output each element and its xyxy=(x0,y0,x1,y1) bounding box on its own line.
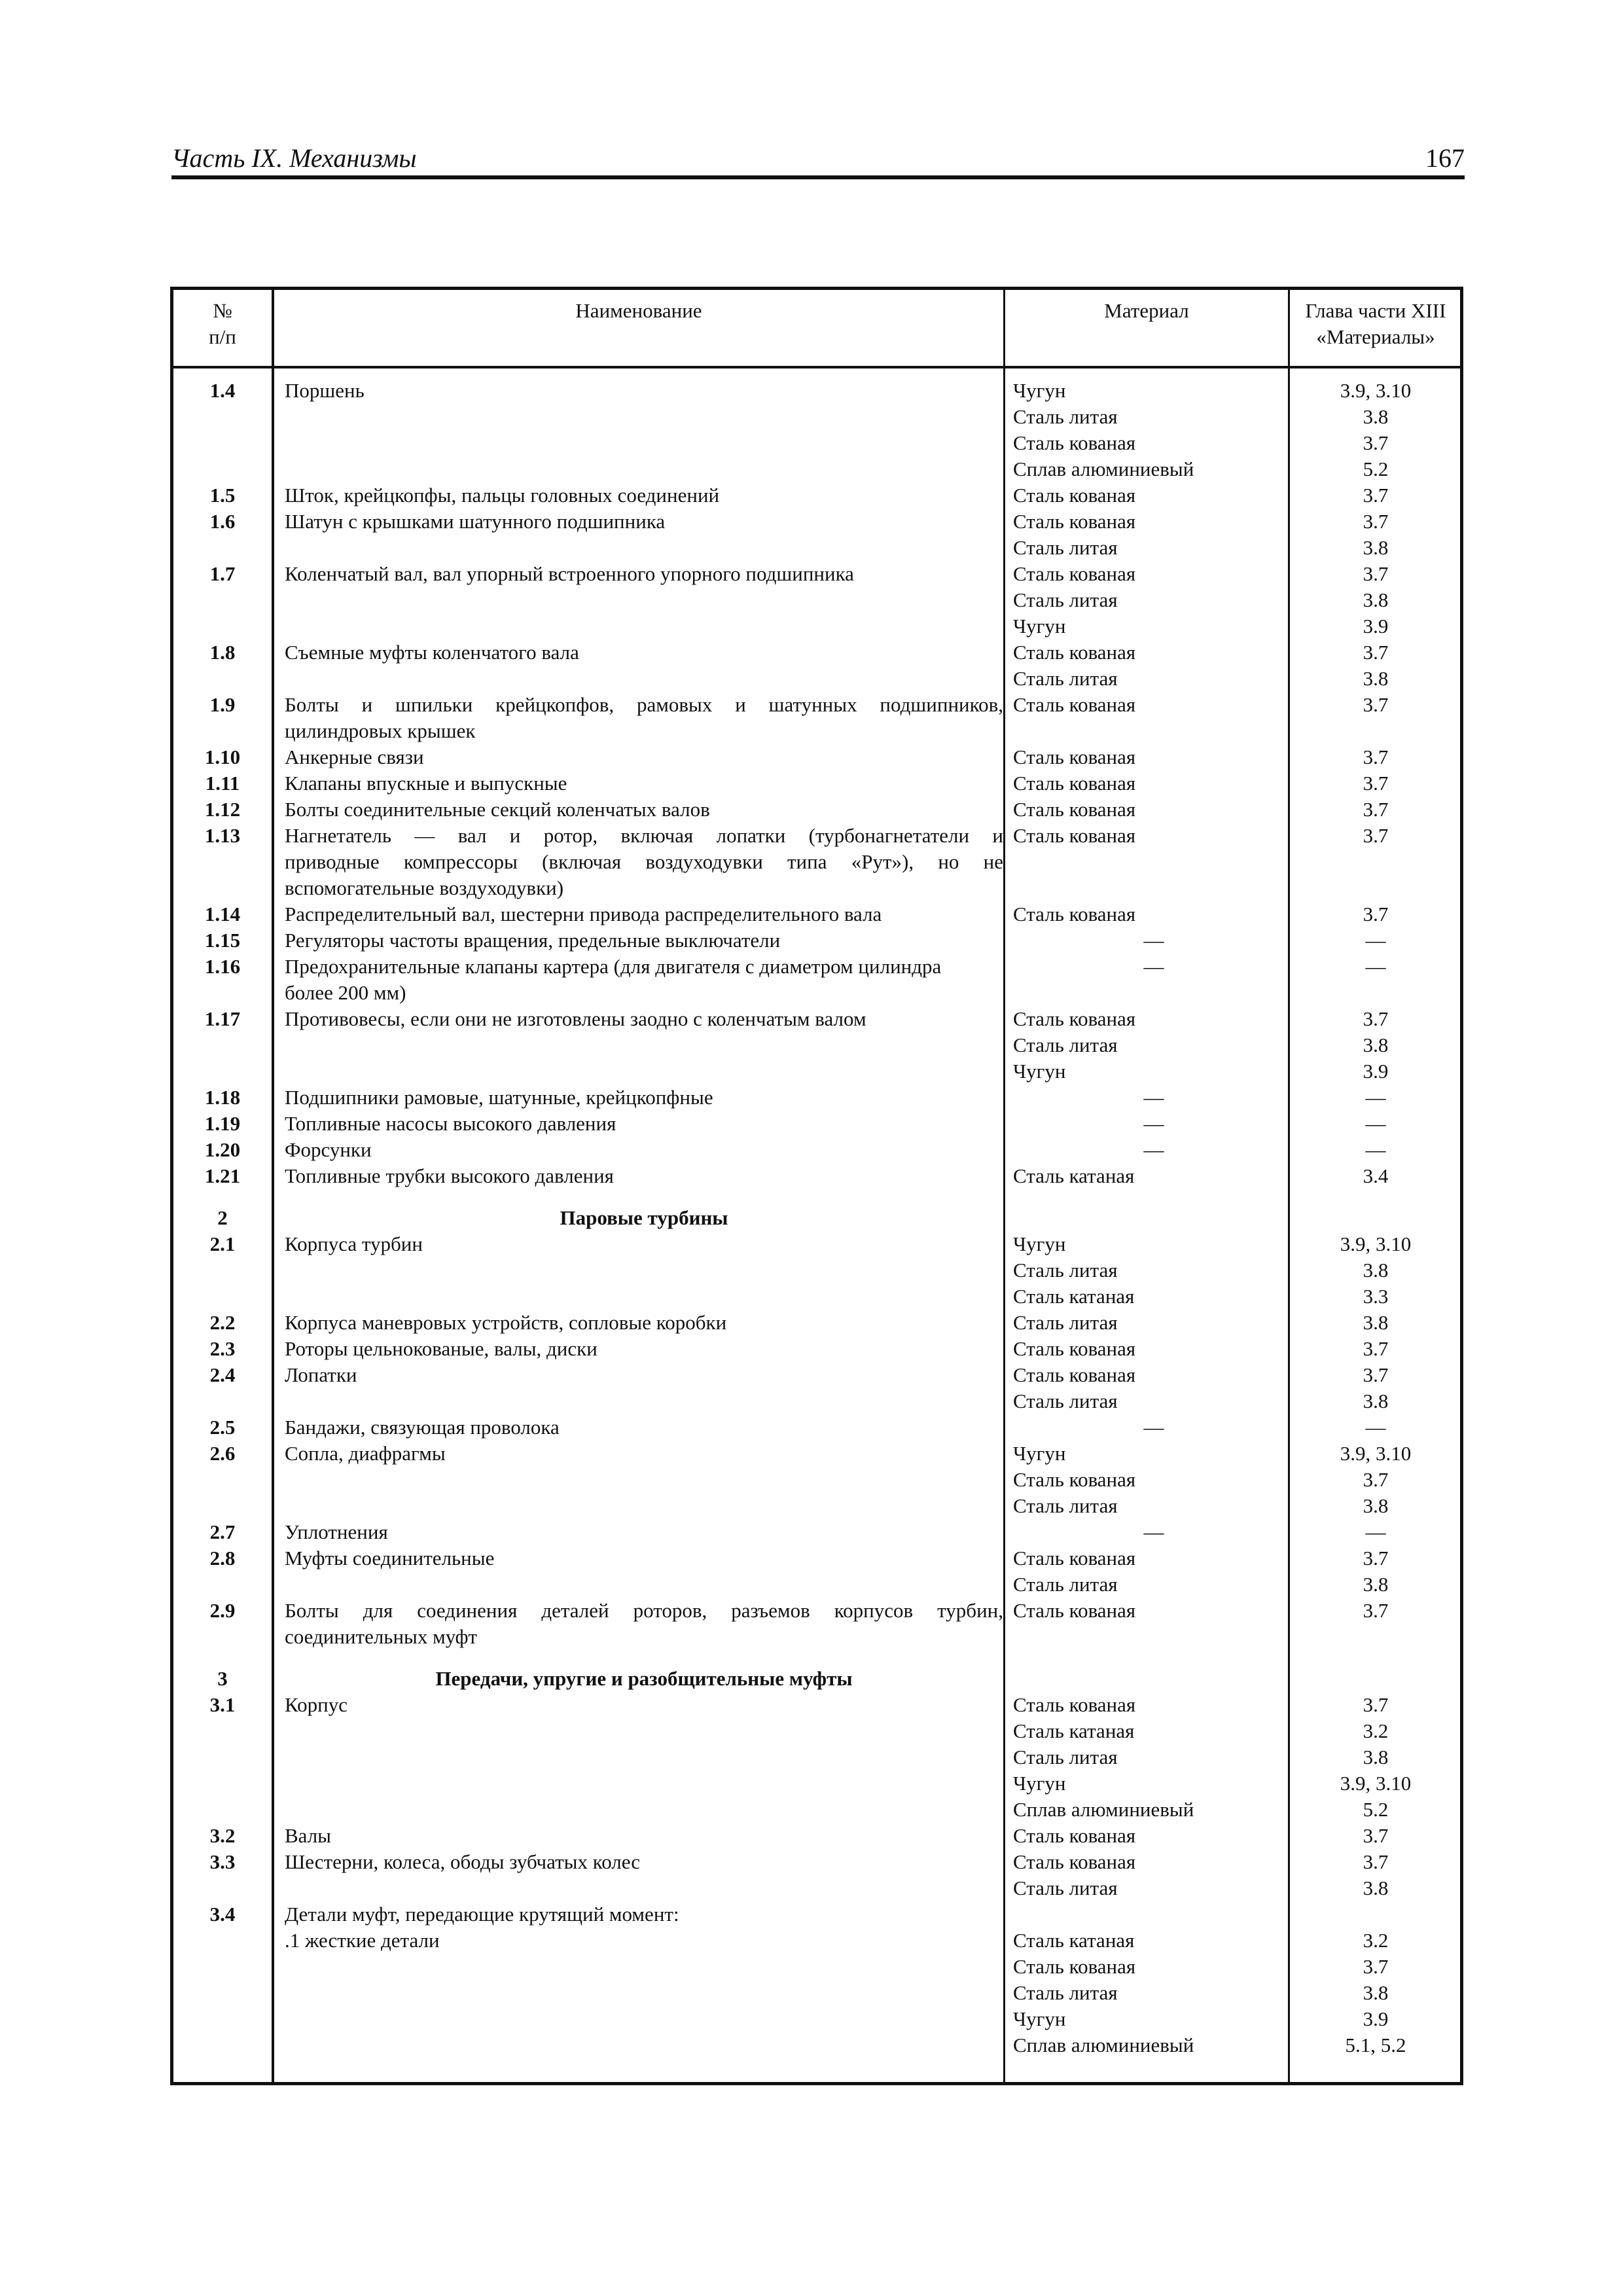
row-material: Сталь кованая xyxy=(1013,1599,1136,1622)
section-title: Паровые турбины xyxy=(560,1206,728,1229)
row-material: — xyxy=(1143,1112,1164,1135)
row-chapter: 3.9 xyxy=(1363,1060,1389,1083)
row-chapter: 3.7 xyxy=(1363,1693,1389,1716)
col-header-num: № п/п xyxy=(209,299,236,348)
materials-table xyxy=(170,287,1463,2085)
row-chapter: 3.8 xyxy=(1363,1573,1389,1596)
row-material: Чугун xyxy=(1013,615,1066,637)
row-number: 2.9 xyxy=(209,1599,236,1622)
row-material: Сталь литая xyxy=(1013,1390,1118,1412)
row-chapter: 3.7 xyxy=(1363,1850,1389,1873)
row-name: Болты и шпильки крейцкопфов, рамовых и шатунных подшипников, xyxy=(285,693,1003,716)
table-row xyxy=(173,849,1460,875)
row-chapter: 3.9, 3.10 xyxy=(1340,379,1412,402)
table-row xyxy=(173,1545,1460,1571)
row-number: 1.6 xyxy=(209,510,236,533)
table-row xyxy=(173,901,1460,927)
row-material: Чугун xyxy=(1013,1442,1066,1465)
table-row xyxy=(173,797,1460,823)
row-chapter: 3.7 xyxy=(1363,431,1389,454)
table-row xyxy=(173,1954,1460,1980)
row-name: Шестерни, колеса, ободы зубчатых колес xyxy=(285,1850,641,1873)
row-material: — xyxy=(1143,1520,1164,1543)
table-row xyxy=(173,2006,1460,2032)
row-material: Сталь кованая xyxy=(1013,1824,1136,1847)
table-row xyxy=(173,1519,1460,1545)
table-row xyxy=(173,1310,1460,1336)
row-material: Сталь кованая xyxy=(1013,1468,1136,1491)
row-material: Сталь катаная xyxy=(1013,1164,1135,1187)
table-row xyxy=(173,1650,1460,1666)
header-rule xyxy=(171,175,1465,179)
row-material: — xyxy=(1143,929,1164,952)
row-chapter: 3.9, 3.10 xyxy=(1340,1772,1412,1795)
row-chapter: 3.9 xyxy=(1363,615,1389,637)
row-name: цилиндровых крышек xyxy=(285,719,476,742)
table-row xyxy=(173,1928,1460,1954)
row-name: Клапаны впускные и выпускные xyxy=(285,772,567,795)
table-row xyxy=(173,430,1460,456)
row-name: Коленчатый вал, вал упорный встроенного упорного подшипника xyxy=(285,562,854,585)
row-chapter: 3.7 xyxy=(1363,1599,1389,1622)
table-row xyxy=(173,1111,1460,1137)
row-name: Болты для соединения деталей роторов, разъемов корпусов турбин, xyxy=(285,1599,1003,1622)
row-material: Сталь кованая xyxy=(1013,903,1136,925)
table-row xyxy=(173,1493,1460,1519)
table-row xyxy=(173,718,1460,744)
table-row xyxy=(173,666,1460,692)
row-chapter: — xyxy=(1365,929,1386,952)
row-number: 2.7 xyxy=(209,1520,236,1543)
row-name: Шатун с крышками шатунного подшипника xyxy=(285,510,666,533)
table-row xyxy=(173,1085,1460,1111)
table-row xyxy=(173,1058,1460,1085)
row-number: 1.4 xyxy=(209,379,236,402)
table-row xyxy=(173,1849,1460,1875)
row-number: 1.9 xyxy=(209,693,236,716)
row-number: 2.2 xyxy=(209,1311,236,1334)
row-number: 2.6 xyxy=(209,1442,236,1465)
row-material: Сталь литая xyxy=(1013,1494,1118,1517)
row-name: Валы xyxy=(285,1824,332,1847)
row-chapter: 3.8 xyxy=(1363,1311,1389,1334)
row-chapter: 3.9 xyxy=(1363,2007,1389,2030)
table-row xyxy=(173,1571,1460,1598)
row-material: — xyxy=(1143,1416,1164,1439)
row-chapter: 3.7 xyxy=(1363,1007,1389,1030)
table-row xyxy=(173,1467,1460,1493)
row-number: 2.8 xyxy=(209,1547,236,1570)
row-number: 1.16 xyxy=(204,955,241,978)
page-number: 167 xyxy=(1425,143,1465,173)
table-row xyxy=(173,1823,1460,1849)
row-name: Анкерные связи xyxy=(285,745,424,768)
row-material: Сталь кованая xyxy=(1013,1850,1136,1873)
table-row xyxy=(173,1283,1460,1310)
row-material: Сталь литая xyxy=(1013,1033,1118,1056)
row-number: 1.12 xyxy=(204,798,241,821)
row-material: Сталь кованая xyxy=(1013,1547,1136,1570)
row-material: Сталь кованая xyxy=(1013,1363,1136,1386)
row-chapter: — xyxy=(1365,1416,1386,1439)
row-material: Сталь литая xyxy=(1013,1311,1118,1334)
row-chapter: 3.7 xyxy=(1363,1955,1389,1978)
row-chapter: 3.9, 3.10 xyxy=(1340,1442,1412,1465)
row-chapter: 3.3 xyxy=(1363,1285,1389,1308)
table-row xyxy=(173,1718,1460,1744)
table-row xyxy=(173,1137,1460,1163)
row-number: 1.14 xyxy=(204,903,241,925)
row-number: 2.5 xyxy=(209,1416,236,1439)
row-name: .1 жесткие детали xyxy=(285,1929,440,1952)
row-name: Противовесы, если они не изготовлены заодно с коленчатым валом xyxy=(285,1007,866,1030)
row-chapter: 3.7 xyxy=(1363,510,1389,533)
row-number: 1.11 xyxy=(205,772,240,795)
row-chapter: 3.8 xyxy=(1363,1746,1389,1768)
row-material: Сталь литая xyxy=(1013,1746,1118,1768)
table-row xyxy=(173,1006,1460,1032)
table-body xyxy=(173,378,1460,2058)
row-chapter: — xyxy=(1365,1112,1386,1135)
table-row xyxy=(173,875,1460,901)
row-name: Муфты соединительные xyxy=(285,1547,495,1570)
row-chapter: 3.8 xyxy=(1363,1033,1389,1056)
row-chapter: 5.2 xyxy=(1363,457,1389,480)
table-row xyxy=(173,1744,1460,1770)
row-chapter: 3.7 xyxy=(1363,1824,1389,1847)
row-chapter: 3.8 xyxy=(1363,667,1389,690)
row-material: Сталь литая xyxy=(1013,1573,1118,1596)
table-row xyxy=(173,1336,1460,1362)
table-row xyxy=(173,744,1460,770)
row-material: Сталь катаная xyxy=(1013,1929,1135,1952)
row-material: — xyxy=(1143,955,1164,978)
row-chapter: 3.8 xyxy=(1363,1876,1389,1899)
table-row xyxy=(173,378,1460,404)
col-header-chapter: Глава части XIII «Материалы» xyxy=(1305,299,1446,348)
row-material: Сталь кованая xyxy=(1013,562,1136,585)
row-chapter: 3.7 xyxy=(1363,562,1389,585)
row-name: Детали муфт, передающие крутящий момент: xyxy=(285,1903,679,1926)
row-material: Сталь кованая xyxy=(1013,798,1136,821)
table-row xyxy=(173,1666,1460,1692)
row-material: Сталь кованая xyxy=(1013,824,1136,847)
row-number: 3.4 xyxy=(209,1903,236,1926)
row-material: Сплав алюминиевый xyxy=(1013,1798,1194,1821)
table-row xyxy=(173,509,1460,535)
row-number: 1.5 xyxy=(209,484,236,507)
table-row xyxy=(173,482,1460,509)
row-name: Поршень xyxy=(285,379,365,402)
row-chapter: 5.1, 5.2 xyxy=(1345,2034,1406,2056)
row-chapter: 3.8 xyxy=(1363,405,1389,428)
row-chapter: 3.8 xyxy=(1363,1390,1389,1412)
table-row xyxy=(173,980,1460,1006)
row-material: Сплав алюминиевый xyxy=(1013,457,1194,480)
row-material: Чугун xyxy=(1013,1772,1066,1795)
row-name: Корпуса турбин xyxy=(285,1232,423,1255)
row-name: Шток, крейцкопфы, пальцы головных соединений xyxy=(285,484,720,507)
row-material: Сталь катаная xyxy=(1013,1719,1135,1742)
row-number: 1.18 xyxy=(204,1086,241,1109)
row-number: 3.2 xyxy=(209,1824,236,1847)
row-chapter: — xyxy=(1365,955,1386,978)
row-name: Предохранительные клапаны картера (для двигателя с диаметром цилиндра xyxy=(285,955,942,978)
table-row xyxy=(173,1875,1460,1901)
row-number: 3 xyxy=(217,1667,228,1690)
row-chapter: — xyxy=(1365,1086,1386,1109)
row-name: вспомогательные воздуходувки) xyxy=(285,876,564,899)
table-row xyxy=(173,1598,1460,1624)
table-row xyxy=(173,561,1460,587)
row-material: Сталь литая xyxy=(1013,1259,1118,1282)
row-material: Сталь кованая xyxy=(1013,641,1136,664)
table-row xyxy=(173,1388,1460,1414)
row-material: Сталь катаная xyxy=(1013,1285,1135,1308)
row-number: 2.4 xyxy=(209,1363,236,1386)
row-chapter: 3.7 xyxy=(1363,903,1389,925)
row-material: Чугун xyxy=(1013,2007,1066,2030)
row-material: — xyxy=(1143,1138,1164,1161)
row-chapter: 3.7 xyxy=(1363,1468,1389,1491)
row-chapter: 3.2 xyxy=(1363,1719,1389,1742)
row-name: Нагнетатель — вал и ротор, включая лопатки (турбонагнетатели и xyxy=(285,824,1003,847)
row-chapter: 3.7 xyxy=(1363,1337,1389,1360)
row-number: 1.21 xyxy=(204,1164,241,1187)
table-row xyxy=(173,1441,1460,1467)
table-row xyxy=(173,456,1460,482)
row-chapter: 3.9, 3.10 xyxy=(1340,1232,1412,1255)
row-material: Чугун xyxy=(1013,1060,1066,1083)
row-number: 2 xyxy=(217,1206,228,1229)
table-row xyxy=(173,954,1460,980)
row-number: 1.13 xyxy=(204,824,241,847)
table-row xyxy=(173,1189,1460,1205)
row-chapter: 3.7 xyxy=(1363,1547,1389,1570)
row-number: 1.17 xyxy=(204,1007,241,1030)
table-row xyxy=(173,823,1460,849)
row-material: Сталь литая xyxy=(1013,405,1118,428)
row-material: — xyxy=(1143,1086,1164,1109)
row-number: 1.20 xyxy=(204,1138,241,1161)
row-material: Сталь кованая xyxy=(1013,693,1136,716)
row-name: Уплотнения xyxy=(285,1520,388,1543)
row-chapter: 3.7 xyxy=(1363,1363,1389,1386)
table-row xyxy=(173,1797,1460,1823)
col-header-name: Наименование xyxy=(575,299,702,322)
row-number: 1.7 xyxy=(209,562,236,585)
row-chapter: — xyxy=(1365,1520,1386,1543)
row-number: 1.19 xyxy=(204,1112,241,1135)
row-chapter: 3.8 xyxy=(1363,588,1389,611)
row-name: Регуляторы частоты вращения, предельные выключатели xyxy=(285,929,781,952)
row-name: Лопатки xyxy=(285,1363,357,1386)
table-row xyxy=(173,1901,1460,1928)
table-row xyxy=(173,587,1460,613)
row-material: Сталь кованая xyxy=(1013,1693,1136,1716)
row-number: 1.15 xyxy=(204,929,241,952)
table-row xyxy=(173,1163,1460,1189)
table-row xyxy=(173,613,1460,639)
row-material: Сталь кованая xyxy=(1013,745,1136,768)
row-material: Сталь литая xyxy=(1013,1981,1118,2004)
row-material: Сталь кованая xyxy=(1013,772,1136,795)
row-name: соединительных муфт xyxy=(285,1625,478,1648)
row-number: 1.10 xyxy=(204,745,241,768)
running-header xyxy=(171,141,1465,180)
table-row xyxy=(173,927,1460,954)
table-row xyxy=(173,1414,1460,1441)
table-row xyxy=(173,639,1460,666)
row-chapter: 3.8 xyxy=(1363,536,1389,559)
table-row xyxy=(173,2032,1460,2058)
row-name: Топливные насосы высокого давления xyxy=(285,1112,616,1135)
row-chapter: 3.2 xyxy=(1363,1929,1389,1952)
row-material: Сталь литая xyxy=(1013,588,1118,611)
row-material: Чугун xyxy=(1013,379,1066,402)
row-name: Съемные муфты коленчатого вала xyxy=(285,641,579,664)
row-material: Сталь кованая xyxy=(1013,1337,1136,1360)
row-chapter: 3.7 xyxy=(1363,798,1389,821)
row-name: приводные компрессоры (включая воздуходувки типа «Рут»), но не xyxy=(285,850,1003,873)
row-name: Бандажи, связующая проволока xyxy=(285,1416,560,1439)
header-title: Часть IX. Механизмы xyxy=(171,143,417,173)
row-chapter: 3.7 xyxy=(1363,693,1389,716)
row-name: Роторы цельнокованые, валы, диски xyxy=(285,1337,597,1360)
row-material: Сталь литая xyxy=(1013,536,1118,559)
table-row xyxy=(173,770,1460,797)
table-row xyxy=(173,1980,1460,2006)
row-chapter: 5.2 xyxy=(1363,1798,1389,1821)
row-chapter: 3.7 xyxy=(1363,772,1389,795)
table-row xyxy=(173,1257,1460,1283)
row-name: Топливные трубки высокого давления xyxy=(285,1164,614,1187)
table-row xyxy=(173,1231,1460,1257)
row-material: Сталь кованая xyxy=(1013,484,1136,507)
table-row xyxy=(173,1032,1460,1058)
row-name: Подшипники рамовые, шатунные, крейцкопфные xyxy=(285,1086,713,1109)
table-row xyxy=(173,1692,1460,1718)
row-chapter: 3.7 xyxy=(1363,641,1389,664)
table-row xyxy=(173,1205,1460,1231)
table-row xyxy=(173,404,1460,430)
row-material: Сталь кованая xyxy=(1013,510,1136,533)
row-name: более 200 мм) xyxy=(285,981,406,1004)
col-header-material: Материал xyxy=(1104,299,1189,322)
row-material: Сплав алюминиевый xyxy=(1013,2034,1194,2056)
row-material: Сталь литая xyxy=(1013,667,1118,690)
row-number: 1.8 xyxy=(209,641,236,664)
table-row xyxy=(173,692,1460,718)
row-material: Сталь кованая xyxy=(1013,1955,1136,1978)
row-chapter: 3.4 xyxy=(1363,1164,1389,1187)
table-row xyxy=(173,1624,1460,1650)
row-name: Корпуса маневровых устройств, сопловые коробки xyxy=(285,1311,727,1334)
row-chapter: 3.8 xyxy=(1363,1259,1389,1282)
row-chapter: 3.7 xyxy=(1363,824,1389,847)
row-material: Сталь кованая xyxy=(1013,431,1136,454)
row-name: Корпус xyxy=(285,1693,348,1716)
row-chapter: 3.8 xyxy=(1363,1981,1389,2004)
header-divider xyxy=(173,366,1460,368)
row-chapter: 3.8 xyxy=(1363,1494,1389,1517)
row-name: Распределительный вал, шестерни привода распределительного вала xyxy=(285,903,882,925)
table-row xyxy=(173,535,1460,561)
row-number: 3.1 xyxy=(209,1693,236,1716)
section-title: Передачи, упругие и разобщительные муфты xyxy=(435,1667,853,1690)
row-name: Болты соединительные секций коленчатых валов xyxy=(285,798,710,821)
table-row xyxy=(173,1362,1460,1388)
row-material: Сталь кованая xyxy=(1013,1007,1136,1030)
row-name: Сопла, диафрагмы xyxy=(285,1442,446,1465)
row-chapter: — xyxy=(1365,1138,1386,1161)
row-material: Сталь литая xyxy=(1013,1876,1118,1899)
row-number: 2.1 xyxy=(209,1232,236,1255)
table-row xyxy=(173,1770,1460,1797)
row-material: Чугун xyxy=(1013,1232,1066,1255)
row-number: 2.3 xyxy=(209,1337,236,1360)
row-chapter: 3.7 xyxy=(1363,484,1389,507)
row-name: Форсунки xyxy=(285,1138,372,1161)
row-chapter: 3.7 xyxy=(1363,745,1389,768)
row-number: 3.3 xyxy=(209,1850,236,1873)
